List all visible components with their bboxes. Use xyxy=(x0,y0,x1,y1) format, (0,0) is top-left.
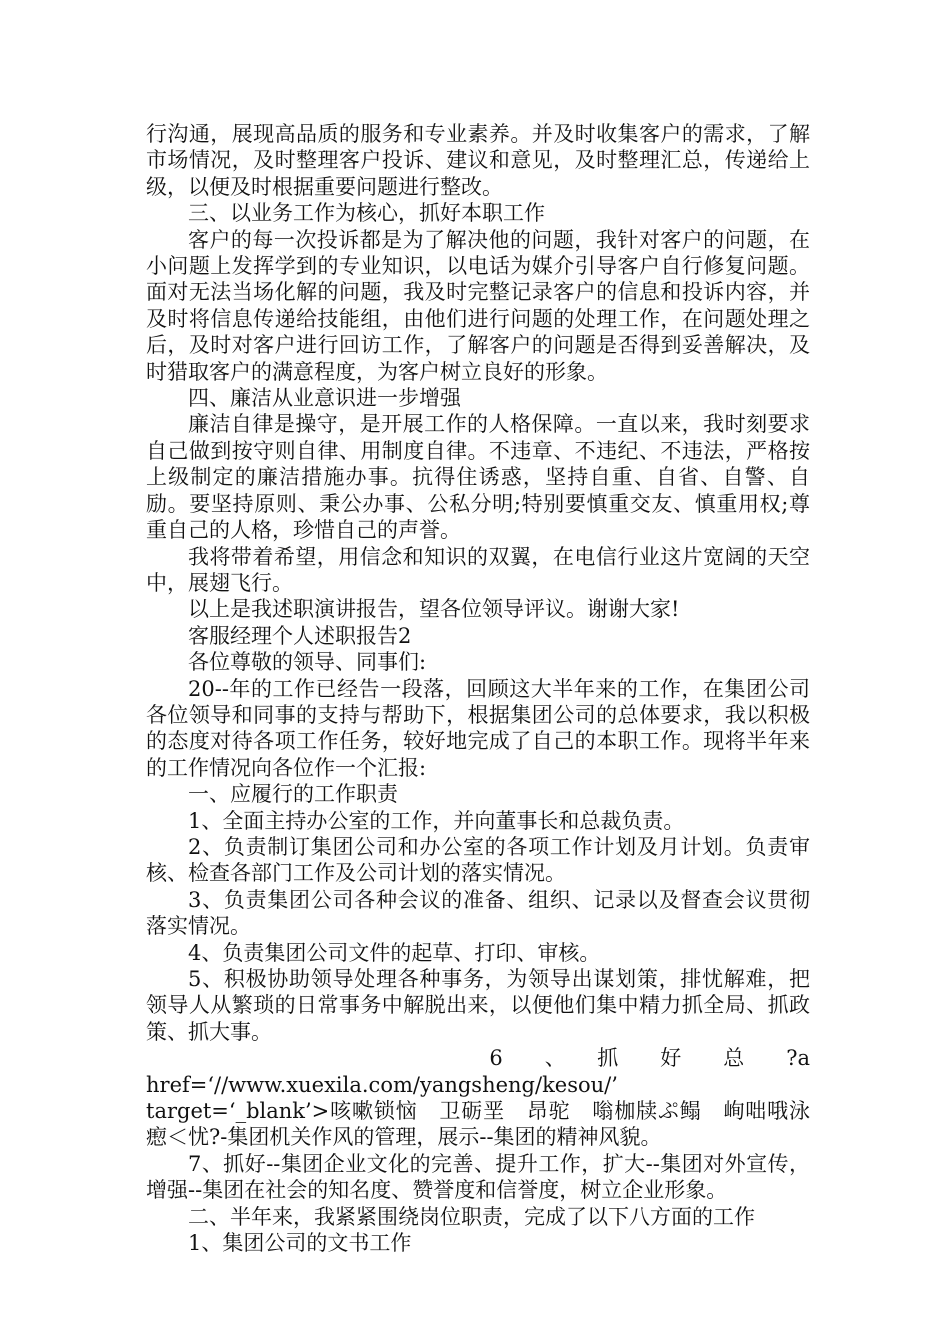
section-heading: 二、半年来，我紧紧围绕岗位职责，完成了以下八方面的工作 xyxy=(188,1204,755,1229)
section-heading: 三、以业务工作为核心，抓好本职工作 xyxy=(188,201,545,226)
list-item: 5、积极协助领导处理各种事务，为领导出谋划策，排忧解难，把领导人从繁琐的日常事务中解脱出来，以便他们集中精力抓全局、抓政策、抓大事。 xyxy=(146,967,810,1044)
list-item: 7、抓好--集团企业文化的完善、提升工作，扩大--集团对外宣传，增强--集团在社会的知名度、赞誉度和信誉度，树立企业形象。 xyxy=(146,1151,810,1203)
list-item: 1、集团公司的文书工作 xyxy=(188,1231,412,1256)
salutation: 各位尊敬的领导、同事们: xyxy=(188,650,427,675)
report-title: 客服经理个人述职报告2 xyxy=(188,623,412,648)
section-heading: 一、应履行的工作职责 xyxy=(188,782,398,807)
paragraph: 我将带着希望，用信念和知识的双翼，在电信行业这片宽阔的天空中，展翅飞行。 xyxy=(146,544,810,595)
spaced-line: 6 、 抓 好 总 ?a xyxy=(363,1046,810,1071)
document-page xyxy=(146,121,831,1256)
paragraph: 廉洁自律是操守，是开展工作的人格保障。一直以来，我时刻要求自己做到按守则自律、用制度自律。不违章、不违纪、不违法，严格按上级制定的廉洁措施办事。抗得住诱惑，坚持自重、自省、自警、自励。要坚持原则、秉公办事、公私分明;特别要慎重交友、慎重用权;尊重自己的人格，珍惜自己的声誉。 xyxy=(146,412,810,543)
paragraph: 行沟通，展现高品质的服务和专业素养。并及时收集客户的需求，了解市场情况，及时整理客户投诉、建议和意见，及时整理汇总，传递给上级，以便及时根据重要问题进行整改。 xyxy=(146,122,810,199)
list-item: 2、负责制订集团公司和办公室的各项工作计划及月计划。负责审核、检查各部门工作及公司计划的落实情况。 xyxy=(146,834,810,886)
paragraph: 20--年的工作已经告一段落，回顾这大半年来的工作，在集团公司各位领导和同事的支持与帮助下，根据集团公司的总体要求，我以积极的态度对待各项工作任务，较好地完成了自己的本职工作。现将半年来的工作情况向各位作一个汇报: xyxy=(146,676,810,780)
list-item: 4、负责集团公司文件的起草、打印、审核。 xyxy=(188,940,601,965)
paragraph: 以上是我述职演讲报告，望各位领导评议。谢谢大家! xyxy=(188,597,680,622)
href-line: href=‘//www.xuexila.com/yangsheng/kesou/’ xyxy=(146,1072,618,1097)
garbled-line: target=‘_blank’>咳嗽锁恼 卫砺垩 昂驼 嗡枷牍ぷ鳎 峋咄哦泳 瘛＜忧?-集团机关作风的管理，展示--集团的精神风貌。 xyxy=(146,1099,831,1150)
paragraph: 客户的每一次投诉都是为了解决他的问题，我针对客户的问题，在小问题上发挥学到的专业知识，以电话为媒介引导客户自行修复问题。面对无法当场化解的问题，我及时完整记录客户的信息和投诉内容，并及时将信息传递给技能组，由他们进行问题的处理工作，在问题处理之后，及时对客户进行回访工作，了解客户的问题是否得到妥善解决，及时猎取客户的满意程度，为客户树立良好的形象。 xyxy=(146,227,810,384)
list-item: 3、负责集团公司各种会议的准备、组织、记录以及督查会议贯彻落实情况。 xyxy=(146,887,810,939)
section-heading: 四、廉洁从业意识进一步增强 xyxy=(188,386,461,411)
list-item: 1、全面主持办公室的工作，并向董事长和总裁负责。 xyxy=(188,808,685,833)
